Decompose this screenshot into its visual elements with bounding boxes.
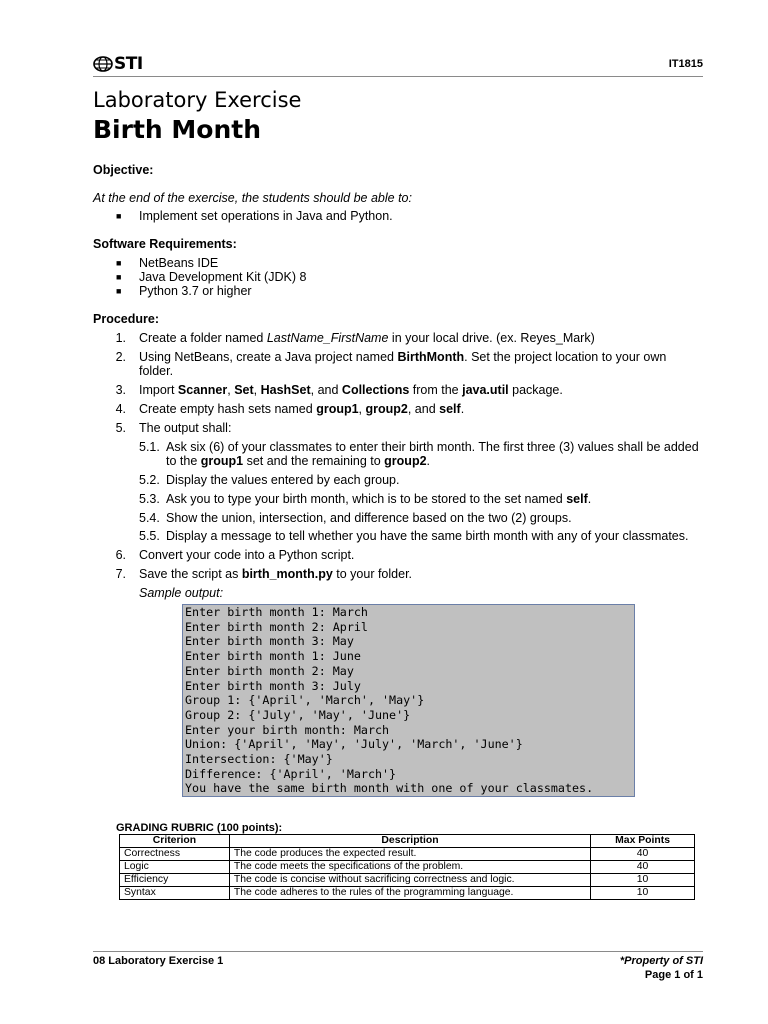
substep-number: 5.1. bbox=[139, 440, 160, 454]
console-line: Difference: {'April', 'March'} bbox=[185, 766, 397, 781]
footer-divider bbox=[93, 951, 703, 952]
table-row bbox=[120, 887, 695, 900]
rubric-table bbox=[119, 834, 695, 900]
software-heading: Software Requirements: bbox=[93, 237, 237, 251]
substep-5-1-continued: to the group1 set and the remaining to group2. bbox=[166, 454, 431, 468]
header-divider bbox=[93, 76, 703, 77]
rubric-title: GRADING RUBRIC (100 points): bbox=[116, 822, 283, 834]
sample-output-console bbox=[182, 604, 635, 797]
column-header: Description bbox=[229, 835, 590, 848]
sti-logo bbox=[93, 54, 143, 74]
points-cell: 40 bbox=[591, 848, 695, 861]
criterion-cell: Syntax bbox=[120, 887, 230, 900]
step-number: 1. bbox=[115, 331, 126, 345]
substep-5-5: Display a message to tell whether you have the same birth month with any of your classmates. bbox=[166, 529, 689, 543]
console-line: Enter birth month 3: May bbox=[185, 634, 354, 649]
substep-5-2: Display the values entered by each group. bbox=[166, 473, 400, 487]
step-4: Create empty hash sets named group1, group2, and self. bbox=[139, 402, 465, 416]
step-number: 7. bbox=[115, 567, 126, 581]
software-item: Java Development Kit (JDK) 8 bbox=[139, 270, 307, 284]
substep-number: 5.4. bbox=[139, 511, 160, 525]
software-item: Python 3.7 or higher bbox=[139, 284, 252, 298]
step-number: 6. bbox=[115, 548, 126, 562]
console-line: Enter birth month 2: April bbox=[185, 619, 368, 634]
step-3: Import Scanner, Set, HashSet, and Collections from the java.util package. bbox=[139, 383, 563, 397]
step-1: Create a folder named LastName_FirstName in your local drive. (ex. Reyes_Mark) bbox=[139, 331, 595, 345]
objective-item: Implement set operations in Java and Python. bbox=[139, 209, 393, 223]
description-cell: The code meets the specifications of the problem. bbox=[229, 861, 590, 874]
title-line-1: Laboratory Exercise bbox=[93, 88, 302, 112]
step-2: Using NetBeans, create a Java project named BirthMonth. Set the project location to your own bbox=[139, 350, 667, 364]
console-line: Enter birth month 3: July bbox=[185, 678, 361, 693]
objective-intro: At the end of the exercise, the students should be able to: bbox=[93, 191, 412, 205]
substep-number: 5.5. bbox=[139, 529, 160, 543]
step-6: Convert your code into a Python script. bbox=[139, 548, 355, 562]
bullet-icon: ■ bbox=[116, 258, 122, 268]
points-cell: 10 bbox=[591, 887, 695, 900]
console-line: Enter your birth month: March bbox=[185, 722, 390, 737]
points-cell: 40 bbox=[591, 861, 695, 874]
sample-output-label: Sample output: bbox=[139, 586, 224, 600]
table-header-row bbox=[120, 835, 695, 848]
criterion-cell: Efficiency bbox=[120, 874, 230, 887]
bullet-icon: ■ bbox=[116, 272, 122, 282]
step-number: 5. bbox=[115, 421, 126, 435]
procedure-heading: Procedure: bbox=[93, 312, 159, 326]
description-cell: The code adheres to the rules of the programming language. bbox=[229, 887, 590, 900]
software-item: NetBeans IDE bbox=[139, 256, 219, 270]
console-line: Group 1: {'April', 'March', 'May'} bbox=[185, 693, 425, 708]
column-header: Criterion bbox=[120, 835, 230, 848]
criterion-cell: Logic bbox=[120, 861, 230, 874]
description-cell: The code is concise without sacrificing correctness and logic. bbox=[229, 874, 590, 887]
console-line: Union: {'April', 'May', 'July', 'March', 'June'} bbox=[185, 737, 523, 752]
title-line-2: Birth Month bbox=[93, 115, 262, 144]
table-row bbox=[120, 861, 695, 874]
table-row bbox=[120, 848, 695, 861]
document-code: IT1815 bbox=[668, 58, 703, 70]
console-line: Group 2: {'July', 'May', 'June'} bbox=[185, 707, 411, 722]
table-row bbox=[120, 874, 695, 887]
step-5: The output shall: bbox=[139, 421, 232, 435]
globe-icon bbox=[93, 56, 113, 72]
substep-5-3: Ask you to type your birth month, which is to be stored to the set named self. bbox=[166, 492, 592, 506]
step-number: 2. bbox=[115, 350, 126, 364]
substep-5-4: Show the union, intersection, and difference based on the two (2) groups. bbox=[166, 511, 572, 525]
criterion-cell: Correctness bbox=[120, 848, 230, 861]
step-7: Save the script as birth_month.py to your folder. bbox=[139, 567, 413, 581]
page-number: Page 1 of 1 bbox=[644, 969, 703, 981]
step-number: 4. bbox=[115, 402, 126, 416]
logo-text: STI bbox=[114, 54, 143, 74]
substep-number: 5.3. bbox=[139, 492, 160, 506]
console-line: Enter birth month 2: May bbox=[185, 663, 354, 678]
console-line: You have the same birth month with one of your classmates. bbox=[185, 781, 594, 796]
points-cell: 10 bbox=[591, 874, 695, 887]
column-header: Max Points bbox=[591, 835, 695, 848]
console-line: Intersection: {'May'} bbox=[185, 752, 333, 766]
step-number: 3. bbox=[115, 383, 126, 397]
bullet-icon: ■ bbox=[116, 211, 122, 221]
page-header bbox=[93, 48, 703, 78]
step-2-continued: folder. bbox=[139, 364, 174, 378]
substep-number: 5.2. bbox=[139, 473, 160, 487]
description-cell: The code produces the expected result. bbox=[229, 848, 590, 861]
footer-left: 08 Laboratory Exercise 1 bbox=[93, 955, 224, 967]
bullet-icon: ■ bbox=[116, 286, 122, 296]
substep-5-1: Ask six (6) of your classmates to enter their birth month. The first three (3) values shall be added bbox=[166, 440, 699, 454]
console-line: Enter birth month 1: March bbox=[185, 605, 368, 619]
objective-heading: Objective: bbox=[93, 163, 154, 177]
footer-property: *Property of STI bbox=[619, 955, 703, 967]
console-line: Enter birth month 1: June bbox=[185, 649, 361, 664]
